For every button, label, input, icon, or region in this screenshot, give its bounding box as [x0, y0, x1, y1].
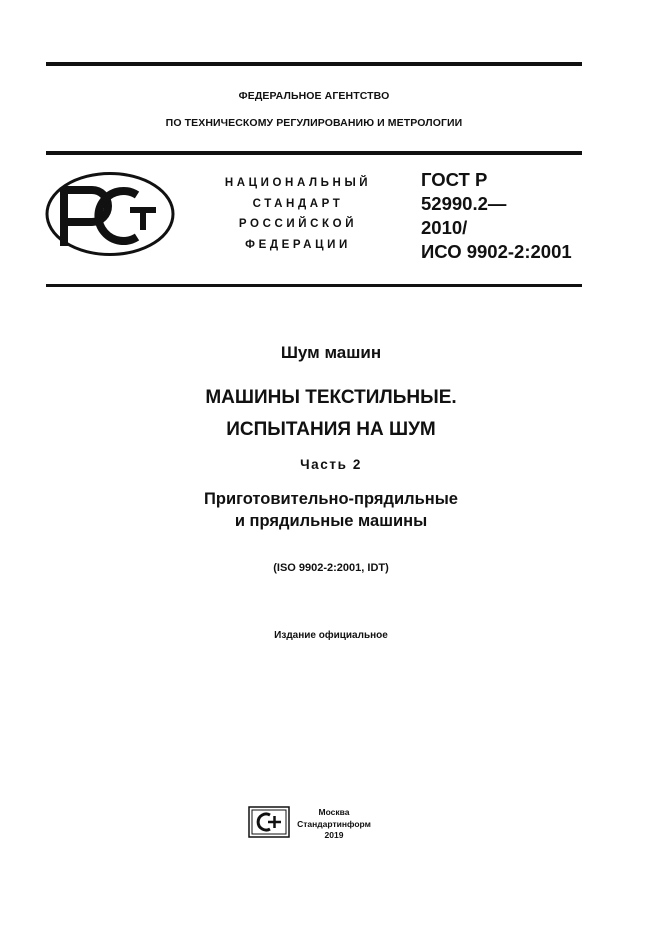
subtitle-line-2: и прядильные машины	[234, 512, 428, 530]
publisher-block	[294, 807, 374, 842]
main-title-line-1: МАШИНЫ ТЕКСТИЛЬНЫЕ.	[205, 387, 457, 408]
agency-name-line-1: ФЕДЕРАЛЬНОЕ АГЕНТСТВО	[238, 90, 390, 102]
rst-mark-icon	[44, 170, 176, 258]
standartinform-logo-icon	[248, 806, 290, 838]
designation-rule	[46, 284, 582, 287]
header-rule	[46, 151, 582, 155]
part-label: Часть 2	[300, 457, 362, 472]
designation-line-2: 52990.2—	[421, 193, 507, 214]
publisher-name: Стандартинформ	[297, 818, 371, 829]
subtitle-line-1: Приготовительно-прядильные	[204, 490, 458, 508]
main-title-line-2: ИСПЫТАНИЯ НА ШУМ	[226, 419, 436, 440]
standard-designation	[421, 168, 591, 264]
publication-year: 2019	[324, 830, 344, 840]
top-rule	[46, 62, 582, 66]
series-title: Шум машин	[280, 343, 382, 362]
standard-type-line-1: НАЦИОНАЛЬНЫЙ	[224, 177, 372, 189]
agency-name-line-2: ПО ТЕХНИЧЕСКОМУ РЕГУЛИРОВАНИЮ И МЕТРОЛОГИИ	[165, 117, 463, 129]
designation-line-3: 2010/	[421, 217, 468, 238]
edition-note: Издание официальное	[274, 630, 388, 641]
standard-type	[194, 173, 402, 255]
standard-type-line-3: РОССИЙСКОЙ	[238, 218, 358, 230]
publisher-city: Москва	[318, 807, 350, 817]
designation-line-4: ИСО 9902-2:2001	[421, 241, 572, 262]
standard-type-line-2: СТАНДАРТ	[252, 197, 344, 210]
designation-line-1: ГОСТ Р	[421, 169, 488, 190]
standard-type-line-4: ФЕДЕРАЦИИ	[245, 238, 351, 251]
iso-reference: (ISO 9902-2:2001, IDT)	[273, 562, 389, 574]
